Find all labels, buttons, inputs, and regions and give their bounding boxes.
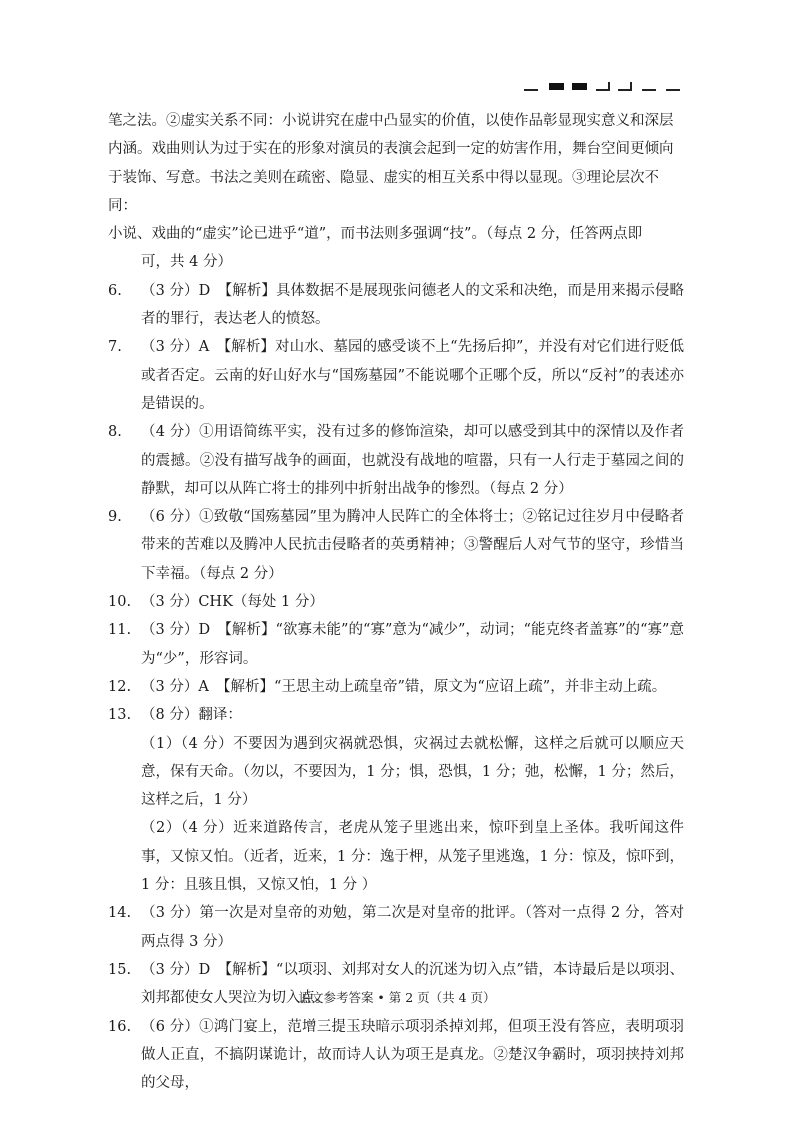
- answer-item-12: [108, 673, 684, 701]
- text-line: 于装饰、写意。书法之美则在疏密、隐显、虚实的相互关系中得以显现。③理论层次不同：: [108, 169, 659, 214]
- item-text: （8 分）翻译：: [141, 707, 242, 724]
- header-mark: [572, 83, 587, 90]
- header-mark: [618, 82, 632, 91]
- item-number: 9.: [108, 509, 122, 526]
- answer-item-10: [108, 588, 684, 616]
- answer-item-13: [108, 701, 684, 729]
- item-text: （3 分）D 【解析】“以项羽、刘邦对女人的沉迷为切入点”错，本诗最后是以项羽、刘邦都使女人哭泣为切入点。: [141, 961, 684, 1007]
- item-number: 10.: [108, 594, 132, 611]
- item-number: 15.: [108, 961, 132, 978]
- answer-item-9: [108, 503, 684, 588]
- item-number: 8.: [108, 424, 122, 441]
- item-text: （6 分）①致敬“国殇墓园”里为腾冲人民阵亡的全体将士；②铭记过往岁月中侵略者带来的苦难以及腾冲人民抗击侵略者的英勇精神；③警醒后人对气节的坚守，珍惜当下幸福。（每点 2 分）: [141, 509, 684, 582]
- header-mark: [642, 89, 656, 91]
- header-mark: [596, 82, 610, 91]
- item-number: 12.: [108, 678, 132, 695]
- text-line: 小说、戏曲的“虚实”论已进乎“道”，而书法则多强调“技”。（每点 2 分，任答两点即: [108, 226, 643, 243]
- item-text: （4 分）①用语简练平实，没有过多的修饰渲染，却可以感受到其中的深情以及作者的震撼。②没有描写战争的画面，也就没有战地的喧嚣，只有一人行走于墓园之间的静默，却可以从阵亡将士的排列中折射出战争的惨烈。（每点 2 分）: [141, 424, 684, 497]
- answer-item-6: [108, 277, 684, 334]
- header-mark: [524, 89, 538, 91]
- item-text: （3 分）CHK（每处 1 分）: [141, 594, 324, 611]
- header-mark: [666, 89, 680, 91]
- answer-item-7: [108, 333, 684, 418]
- item-text: （3 分）A 【解析】“王思主动上疏皇帝”错，原文为“应诏上疏”，并非主动上疏。: [141, 678, 667, 695]
- item-13-part-1: （1）（4 分）不要因为遇到灾祸就恐惧，灾祸过去就松懈，这样之后就可以顺应天意，保有天命。（勿以，不要因为，1 分；惧，恐惧，1 分；弛，松懈，1 分；然后，这样之后，1 分）: [141, 735, 684, 809]
- text-line: 内涵。戏曲则认为过于实在的形象对演员的表演会起到一定的妨害作用，舞台空间更倾向: [108, 141, 674, 158]
- answer-item-16: [108, 1013, 684, 1098]
- answer-item-14: [108, 899, 684, 956]
- header-mark: [549, 83, 564, 90]
- text-line: 可，共 4 分）: [141, 254, 232, 271]
- item-13-part-2: （2）（4 分）近来道路传言，老虎从笼子里逃出来，惊吓到皇上圣体。我听闻这件事，又惊又怕。（近者，近来，1 分：逸于柙，从笼子里逃逸，1 分：惊及，惊吓到，1 分：且骇且惧，又惊又怕，1 分 ）: [141, 820, 684, 894]
- item-text: （3 分）D 【解析】具体数据不是展现张问德老人的文采和决绝，而是用来揭示侵略者的罪行，表达老人的愤怒。: [141, 282, 684, 328]
- item-number: 6.: [108, 282, 122, 299]
- item-number: 14.: [108, 905, 132, 922]
- answer-item-8: [108, 418, 684, 503]
- item-number: 16.: [108, 1018, 132, 1035]
- item-text: （3 分）第一次是对皇帝的劝勉，第二次是对皇帝的批评。（答对一点得 2 分，答对两点得 3 分）: [141, 905, 684, 950]
- answer-item-11: [108, 616, 684, 673]
- item-number: 13.: [108, 707, 132, 724]
- item-text: （3 分）A 【解析】对山水、墓园的感受谈不上“先扬后抑”，并没有对它们进行贬低或者否定。云南的好山好水与“国殇墓园”不能说哪个正哪个反，所以“反衬”的表述亦是错误的。: [141, 339, 684, 412]
- item-5-continuation: [108, 107, 684, 277]
- text-line: 笔之法。②虚实关系不同：小说讲究在虚中凸显实的价值，以使作品彰显现实意义和深层: [108, 113, 674, 129]
- item-text: （6 分）①鸿门宴上，范增三提玉玦暗示项羽杀掉刘邦，但项王没有答应，表明项羽做人正直，不搞阴谋诡计，故而诗人认为项王是真龙。②楚汉争霸时，项羽挟持刘邦的父母，: [141, 1018, 684, 1092]
- item-text: （3 分）D 【解析】“欲寡未能”的“寡”意为“减少”，动词；“能克终者盖寡”的“寡”意为“少”，形容词。: [141, 622, 684, 667]
- page-footer: 语文参考答案 • 第 2 页（共 4 页）: [298, 990, 496, 1005]
- item-number: 11.: [108, 622, 132, 639]
- item-number: 7.: [108, 339, 122, 356]
- answer-content: [108, 107, 684, 1097]
